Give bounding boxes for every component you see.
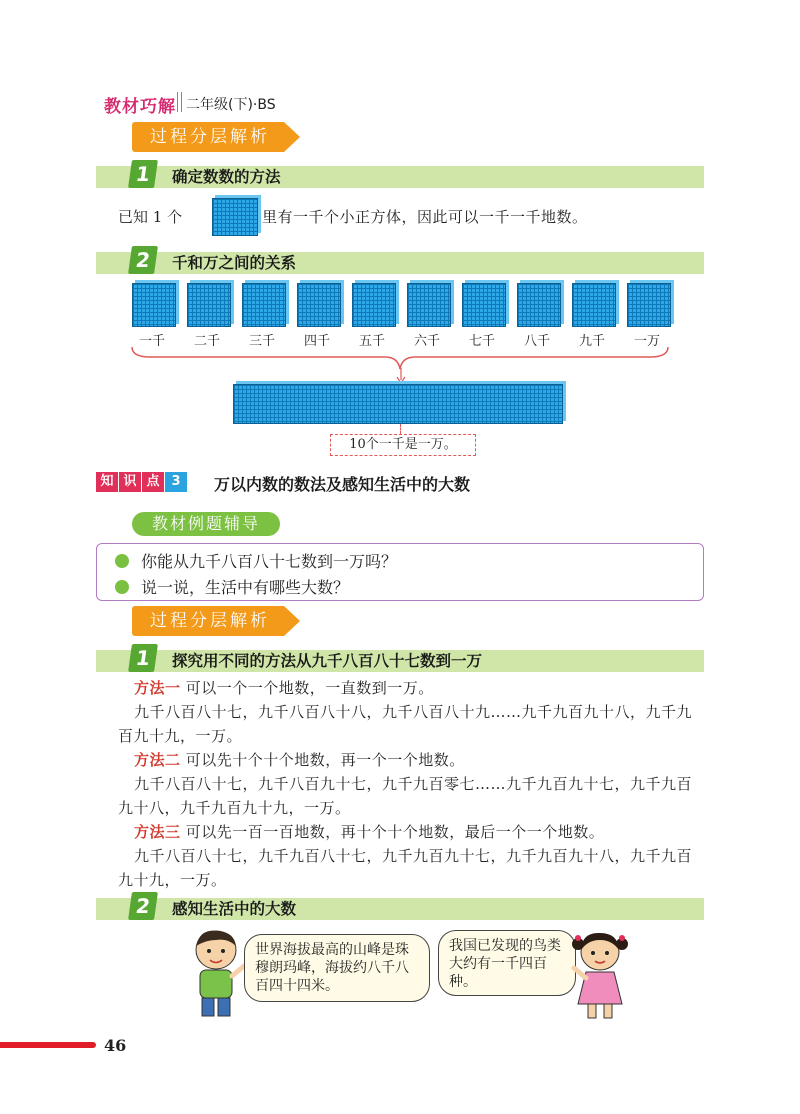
section1-text-before: 已知 1 个 bbox=[118, 208, 183, 226]
section-number: 2 bbox=[128, 246, 158, 274]
thousand-cube-icon bbox=[572, 283, 616, 327]
cube-label: 一万 bbox=[633, 334, 660, 349]
example-label: 教材例题辅导 bbox=[132, 512, 280, 536]
method-3-heading bbox=[134, 820, 722, 844]
cube-label: 九千 bbox=[578, 334, 605, 349]
cube-label: 四千 bbox=[303, 334, 330, 349]
thousand-cube-icon bbox=[212, 198, 258, 236]
cube-label: 七千 bbox=[468, 334, 495, 349]
page-number: 46 bbox=[104, 1036, 127, 1055]
section-number: 1 bbox=[128, 644, 158, 672]
method-1-heading bbox=[134, 676, 722, 700]
header-brand: 教材巧解 bbox=[104, 97, 176, 117]
banner-arrow-tip bbox=[284, 122, 300, 152]
method-desc: 可以先一百一百地数，再十个十个地数，最后一个一个地数。 bbox=[180, 823, 605, 841]
analysis-banner-label: 过程分层解析 bbox=[132, 606, 284, 636]
section-title: 千和万之间的关系 bbox=[172, 254, 297, 272]
page-footer-bar bbox=[0, 1042, 96, 1048]
method-label: 方法二 bbox=[134, 751, 181, 769]
girl-cartoon-icon bbox=[566, 928, 636, 1020]
section-title: 感知生活中的大数 bbox=[172, 900, 297, 918]
method-1-body: 九千八百八十七，九千八百八十八，九千八百八十九……九千九百九十八，九千九百九十九，一万。 bbox=[118, 703, 693, 745]
question-item bbox=[115, 575, 349, 598]
question-text: 说一说，生活中有哪些大数？ bbox=[141, 578, 350, 597]
cube-label: 二千 bbox=[193, 334, 220, 349]
section1-text-after: 里有一千个小正方体，因此可以一千一千地数。 bbox=[262, 208, 588, 226]
kp-char: 点 bbox=[142, 472, 164, 492]
down-arrow-icon bbox=[396, 368, 406, 384]
method-label: 方法三 bbox=[134, 823, 181, 841]
method-3-body: 九千八百八十七，九千九百八十七，九千九百九十七，九千九百九十八，九千九百九十九，一万。 bbox=[118, 847, 693, 889]
thousand-cube-icon bbox=[517, 283, 561, 327]
header-separator bbox=[177, 92, 182, 112]
bullet-dot-icon bbox=[115, 580, 129, 594]
analysis-banner bbox=[132, 122, 300, 152]
thousand-cube-icon bbox=[132, 283, 176, 327]
section-title: 探究用不同的方法从九千八百八十七数到一万 bbox=[172, 652, 483, 670]
method-2-body: 九千八百八十七，九千八百九十七，九千九百零七……九千九百九十七，九千九百九十八，九千九百九十九，一万。 bbox=[118, 775, 693, 817]
cube-label: 八千 bbox=[523, 334, 550, 349]
thousand-cube-icon bbox=[242, 283, 286, 327]
question-item bbox=[115, 549, 397, 572]
boy-cartoon-icon bbox=[188, 928, 248, 1020]
cube-label: 六千 bbox=[413, 334, 440, 349]
question-text: 你能从九千八百八十七数到一万吗？ bbox=[141, 552, 398, 571]
knowledge-title: 万以内数的数法及感知生活中的大数 bbox=[214, 475, 471, 494]
section-bar-2 bbox=[96, 248, 704, 274]
thousand-cube-icon bbox=[462, 283, 506, 327]
kp-number: 3 bbox=[165, 472, 187, 492]
cube-label: 五千 bbox=[358, 334, 385, 349]
dashed-connector bbox=[400, 424, 401, 434]
analysis-banner bbox=[132, 606, 300, 636]
method-desc: 可以先十个十个地数，再一个一个地数。 bbox=[180, 751, 465, 769]
result-box: 10个一千是一万。 bbox=[330, 434, 476, 456]
method-label: 方法一 bbox=[134, 679, 181, 697]
boy-speech-bubble: 世界海拔最高的山峰是珠穆朗玛峰，海拔约八千八百四十四米。 bbox=[244, 934, 430, 1002]
section-bar-4 bbox=[96, 894, 704, 920]
knowledge-point-tag bbox=[96, 472, 188, 492]
method-2-heading bbox=[134, 748, 722, 772]
girl-speech-bubble: 我国已发现的鸟类大约有一千四百种。 bbox=[438, 930, 576, 996]
thousand-cube-icon bbox=[187, 283, 231, 327]
section-number: 2 bbox=[128, 892, 158, 920]
ten-thousand-block-icon bbox=[233, 384, 563, 424]
thousand-cube-icon bbox=[352, 283, 396, 327]
question-box bbox=[96, 543, 704, 601]
bullet-dot-icon bbox=[115, 554, 129, 568]
section-bar-1 bbox=[96, 162, 704, 188]
section-bar-3 bbox=[96, 646, 704, 672]
header-grade: 二年级(下)·BS bbox=[186, 97, 276, 113]
thousand-cube-icon bbox=[407, 283, 451, 327]
method-desc: 可以一个一个地数，一直数到一万。 bbox=[180, 679, 434, 697]
analysis-banner-label: 过程分层解析 bbox=[132, 122, 284, 152]
kp-char: 识 bbox=[119, 472, 141, 492]
thousand-cube-icon bbox=[297, 283, 341, 327]
banner-arrow-tip bbox=[284, 606, 300, 636]
thousand-cube-icon bbox=[627, 283, 671, 327]
cube-label: 一千 bbox=[138, 334, 165, 349]
kp-char: 知 bbox=[96, 472, 118, 492]
cube-label: 三千 bbox=[248, 334, 275, 349]
section-number: 1 bbox=[128, 160, 158, 188]
section-title: 确定数数的方法 bbox=[172, 168, 281, 186]
